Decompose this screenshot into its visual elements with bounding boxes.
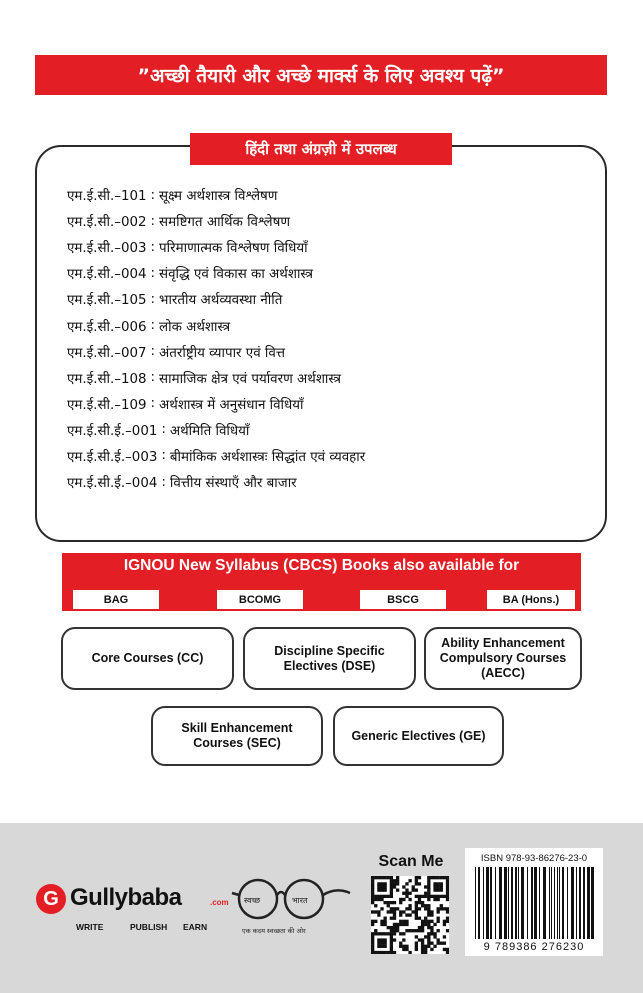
separator: : (150, 396, 156, 412)
list-item (67, 286, 587, 312)
course-code: एम.ई.सी.ई.–001 (67, 423, 158, 439)
course-code: एम.ई.सी.–004 (67, 267, 147, 283)
program-label-ba-hons: BA (Hons.) (487, 590, 575, 609)
course-code: एम.ई.सी.–002 (67, 215, 147, 231)
separator: : (161, 474, 166, 490)
separator: : (150, 239, 156, 255)
language-availability-banner: हिंदी तथा अंग्रज़ी में उपलब्ध (190, 133, 452, 165)
separator: : (150, 187, 156, 203)
list-item (67, 312, 587, 338)
qr-code-icon (371, 876, 449, 954)
list-item (67, 182, 587, 208)
separator: : (150, 291, 156, 307)
program-label-bcomg: BCOMG (217, 590, 303, 609)
course-title: वित्तीय संस्थाएँ और बाजार (169, 476, 297, 492)
course-type-ge: Generic Electives (GE) (333, 706, 504, 766)
course-code: एम.ई.सी.ई.–003 (67, 449, 158, 465)
tagline-write: WRITE (76, 922, 104, 932)
logo-name: Gullybaba (70, 884, 182, 911)
program-label-bscg: BSCG (360, 590, 446, 609)
ignou-title: IGNOU New Syllabus (CBCS) Books also available for (123, 557, 520, 574)
separator: : (150, 344, 156, 360)
list-item (67, 417, 587, 443)
course-list (67, 182, 587, 495)
course-code: एम.ई.सी.–003 (67, 241, 147, 257)
course-title: सामाजिक क्षेत्र एवं पर्यावरण अर्थशास्त्र (159, 371, 342, 387)
tagline-publish: PUBLISH (130, 922, 168, 932)
logo-domain: .com (210, 898, 229, 907)
separator: : (150, 370, 156, 386)
separator: : (161, 448, 166, 464)
course-title: संवृद्धि एवं विकास का अर्थशास्त्र (159, 267, 314, 283)
list-item (67, 260, 587, 286)
course-code: एम.ई.सी.–007 (67, 345, 147, 361)
swachh-bharat-logo (228, 871, 352, 941)
course-type-aecc: Ability Enhancement Compulsory Courses (AECC) (424, 627, 582, 690)
course-code: एम.ई.सी.ई.–004 (67, 476, 158, 492)
ignou-syllabus-banner (62, 553, 581, 611)
swachh-right-text: भारत (292, 896, 308, 905)
course-code: एम.ई.सी.–109 (67, 397, 147, 413)
list-item (67, 339, 587, 365)
barcode (465, 848, 603, 956)
list-item (67, 208, 587, 234)
course-type-cc: Core Courses (CC) (61, 627, 234, 690)
qr-code[interactable] (371, 876, 449, 954)
gullybaba-logo (36, 882, 229, 940)
course-title: समष्टिगत आर्थिक विश्लेषण (159, 215, 291, 231)
course-title: अर्थशास्त्र में अनुसंधान विधियाँ (159, 397, 304, 413)
swachh-left-text: स्वच्छ (244, 896, 261, 905)
tagline-earn: EARN (183, 922, 208, 932)
course-code: एम.ई.सी.–006 (67, 319, 147, 335)
separator: : (161, 422, 166, 438)
course-title: अंतर्राष्ट्रीय व्यापार एवं वित्त (159, 345, 286, 361)
barcode-number: 9 789386 276230 (483, 941, 585, 953)
isbn-text: ISBN 978-93-86276-23-0 (480, 853, 588, 864)
program-label-bag: BAG (73, 590, 159, 609)
swachh-tagline: एक कदम स्वच्छता की ओर (242, 927, 306, 935)
separator: : (150, 265, 156, 281)
list-item (67, 469, 587, 495)
top-banner: ”अच्छी तैयारी और अच्छे मार्क्स के लिए अवश्य पढ़ें” (35, 55, 607, 95)
list-item (67, 443, 587, 469)
course-code: एम.ई.सी.–108 (67, 371, 147, 387)
course-title: अर्थमिति विधियाँ (169, 423, 250, 439)
course-title: लोक अर्थशास्त्र (159, 319, 231, 335)
list-item (67, 234, 587, 260)
separator: : (150, 318, 156, 334)
list-item (67, 391, 587, 417)
course-title: भारतीय अर्थव्यवस्था नीति (159, 293, 283, 309)
scan-me-label: Scan Me (378, 853, 444, 870)
list-item (67, 365, 587, 391)
separator: : (150, 213, 156, 229)
logo-g-icon: G (36, 884, 66, 914)
course-code: एम.ई.सी.–105 (67, 293, 147, 309)
course-title: सूक्ष्म अर्थशास्त्र विश्लेषण (159, 189, 278, 205)
course-title: बीमांकिक अर्थशास्त्रः सिद्धांत एवं व्यवहार (169, 449, 366, 465)
barcode-icon (473, 867, 595, 939)
course-title: परिमाणात्मक विश्लेषण विधियाँ (159, 241, 308, 257)
course-type-sec: Skill Enhancement Courses (SEC) (151, 706, 323, 766)
course-code: एम.ई.सी.–101 (67, 189, 147, 205)
course-type-dse: Discipline Specific Electives (DSE) (243, 627, 416, 690)
